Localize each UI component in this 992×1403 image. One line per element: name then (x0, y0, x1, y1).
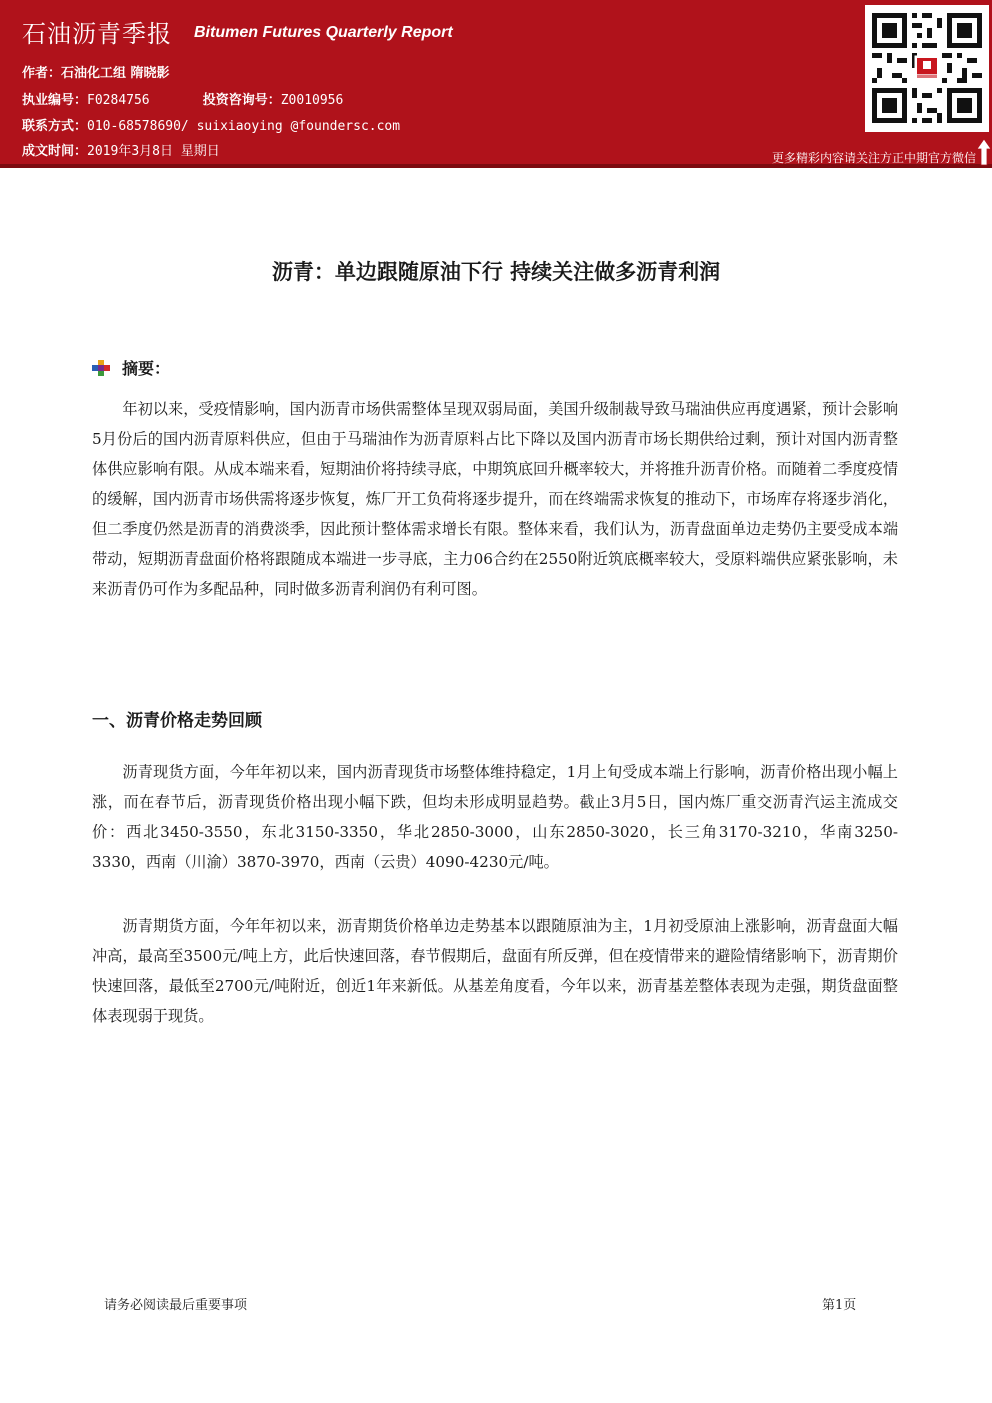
license-value: F0284756 (87, 93, 150, 108)
contact-value: 010-68578690/ suixiaoying @foundersc.com (87, 119, 401, 134)
page-title: 沥青：单边跟随原油下行 持续关注做多沥青利润 (271, 260, 721, 284)
page-number: 第1页 (822, 1298, 857, 1313)
summary-heading-text: 摘要： (122, 359, 171, 378)
report-series-subtitle: Bitumen Futures Quarterly Report (194, 24, 453, 41)
spot-price-paragraph: 沥青现货方面，今年年初以来，国内沥青现货市场整体维持稳定，1月上旬受成本端上行影响，沥青价格出现小幅上涨，而在春节后，沥青现货价格出现小幅下跌，但均未形成明显趋势。截止3月5日，国内炼厂重交沥青汽运主流成交价：西北3450-3550，东北3150-3350，华北2850-3000，山东2850-3020，长三角3170-3210，华南3250-3330，西南（川渝）3870-3970，西南（云贵）4090-4230元/吨。 (92, 763, 898, 871)
consult-value: Z0010956 (280, 93, 344, 108)
futures-price-paragraph: 沥青期货方面，今年年初以来，沥青期货价格单边走势基本以跟随原油为主，1月初受原油上涨影响，沥青盘面大幅冲高，最高至3500元/吨上方，此后快速回落，春节假期后，盘面有所反弹，但在疫情带来的避险情绪影响下，沥青期价快速回落，最低至2700元/吨附近，创近1年来新低。从基差角度看，今年以来，沥青基差整体表现为走强，期货盘面整体表现弱于现货。 (92, 917, 898, 1025)
date-line (22, 140, 220, 159)
author-line (22, 62, 170, 81)
report-header (0, 0, 992, 168)
summary-paragraph: 年初以来，受疫情影响，国内沥青市场供需整体呈现双弱局面，美国升级制裁导致马瑞油供应再度遇紧，预计会影响5月份后的国内沥青原料供应，但由于马瑞油作为沥青原料占比下降以及国内沥青市场长期供给过剩，预计对国内沥青整体供应影响有限。从成本端来看，短期油价将持续寻底，中期筑底回升概率较大，并将推升沥青价格。而随着二季度疫情的缓解，国内沥青市场供需将逐步恢复，炼厂开工负荷将逐步提升，而在终端需求恢复的推动下，市场库存将逐步消化，但二季度仍然是沥青的消费淡季，因此预计整体需求增长有限。整体来看，我们认为，沥青盘面单边走势仍主要受成本端带动，短期沥青盘面价格将跟随成本端进一步寻底，主力06合约在2550附近筑底概率较大，受原料端供应紧张影响，未来沥青仍可作为多配品种，同时做多沥青利润仍有利可图。 (92, 400, 898, 598)
author-label: 作者： (22, 66, 62, 81)
section-heading: 一、沥青价格走势回顾 (92, 711, 262, 731)
contact-line (22, 115, 400, 134)
summary-heading (92, 356, 170, 379)
date-label: 成文时间： (22, 144, 88, 159)
report-series-title: 石油沥青季报 (22, 20, 172, 48)
follow-wechat-text: 更多精彩内容请关注方正中期官方微信 (771, 151, 976, 165)
date-value: 2019年3月8日 星期日 (87, 144, 220, 159)
license-line (22, 89, 343, 108)
license-label: 执业编号： (22, 93, 88, 108)
footer-notice: 请务必阅读最后重要事项 (104, 1298, 248, 1313)
author-value: 石油化工组 隋晓影 (61, 66, 170, 81)
qr-code-icon (872, 13, 982, 123)
contact-label: 联系方式： (22, 119, 88, 134)
qr-code[interactable] (865, 5, 989, 132)
bullet-icon (92, 360, 110, 376)
consult-label: 投资咨询号： (202, 93, 281, 108)
up-arrow-icon (976, 138, 992, 166)
